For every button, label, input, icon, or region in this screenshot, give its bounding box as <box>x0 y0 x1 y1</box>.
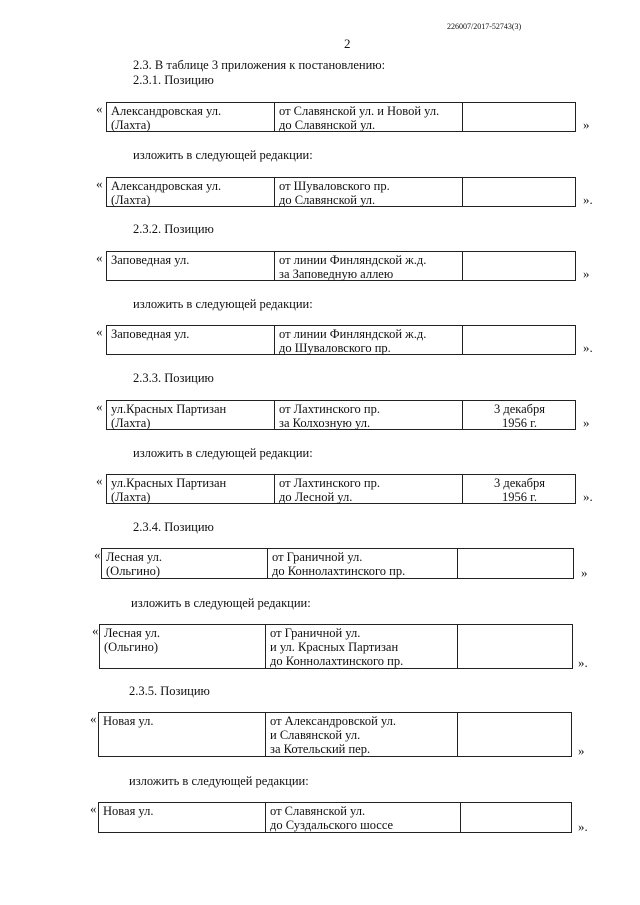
cell-line: от Шуваловского пр. <box>279 179 390 193</box>
cell-line: до Лесной ул. <box>279 490 353 504</box>
street-name-cell <box>107 252 275 280</box>
edit-instruction-5: изложить в следующей редакции: <box>129 774 309 788</box>
street-table <box>106 325 576 355</box>
street-name-cell <box>107 326 275 354</box>
closing-quote: » <box>583 117 590 132</box>
street-table <box>99 624 573 669</box>
edit-instruction-3: изложить в следующей редакции: <box>133 446 313 460</box>
street-section-cell <box>266 803 461 832</box>
cell-line: Новая ул. <box>103 714 154 728</box>
edit-instruction-4: изложить в следующей редакции: <box>131 596 311 610</box>
page-number: 2 <box>344 36 351 51</box>
date-cell <box>461 803 571 832</box>
street-table <box>106 400 576 430</box>
cell-line: и ул. Красных Партизан <box>270 640 399 654</box>
cell-line: от Граничной ул. <box>272 550 363 564</box>
cell-line: от Лахтинского пр. <box>279 402 380 416</box>
cell-line: от Славянской ул. <box>270 804 366 818</box>
date-cell <box>463 326 575 354</box>
cell-line: от Граничной ул. <box>270 626 361 640</box>
cell-line: 3 декабря <box>493 476 546 490</box>
street-table <box>98 802 572 833</box>
date-cell <box>458 625 572 668</box>
cell-line: от Лахтинского пр. <box>279 476 380 490</box>
cell-line: до Коннолахтинского пр. <box>272 564 406 578</box>
opening-quote: « <box>94 547 101 562</box>
street-section-cell <box>268 549 458 578</box>
opening-quote: « <box>92 623 99 638</box>
date-cell <box>463 252 575 280</box>
cell-line: до Славянской ул. <box>279 193 376 207</box>
edit-instruction-1: изложить в следующей редакции: <box>133 148 313 162</box>
cell-line: до Шуваловского пр. <box>279 341 391 355</box>
street-section-cell <box>275 252 463 280</box>
cell-line: до Коннолахтинского пр. <box>270 654 404 668</box>
section-2-3-5-label: 2.3.5. Позицию <box>129 684 210 698</box>
street-name-cell <box>99 803 266 832</box>
street-section-cell <box>275 326 463 354</box>
street-name-cell <box>107 475 275 503</box>
opening-quote: « <box>96 324 103 339</box>
date-cell <box>463 103 575 131</box>
cell-line: (Ольгино) <box>104 640 159 654</box>
cell-line: за Колхозную ул. <box>279 416 371 430</box>
street-name-cell <box>107 178 275 206</box>
closing-quote-dot: ». <box>583 192 593 207</box>
street-name-cell <box>107 401 275 429</box>
section-2-3-3-label: 2.3.3. Позицию <box>133 371 214 385</box>
closing-quote: » <box>581 565 588 580</box>
cell-line: до Суздальского шоссе <box>270 818 394 832</box>
cell-line: Новая ул. <box>103 804 154 818</box>
opening-quote: « <box>96 473 103 488</box>
cell-line: (Ольгино) <box>106 564 161 578</box>
opening-quote: « <box>96 399 103 414</box>
closing-quote-dot: ». <box>578 819 588 834</box>
cell-line: за Котельский пер. <box>270 742 371 756</box>
section-2-3-2-label: 2.3.2. Позицию <box>133 222 214 236</box>
street-table <box>101 548 574 579</box>
closing-quote: » <box>583 266 590 281</box>
cell-line: 3 декабря <box>493 402 546 416</box>
cell-line: (Лахта) <box>111 490 151 504</box>
opening-quote: « <box>90 801 97 816</box>
cell-line: до Славянской ул. <box>279 118 376 132</box>
cell-line: ул.Красных Партизан <box>111 402 227 416</box>
cell-line: от линии Финляндской ж.д. <box>279 327 427 341</box>
street-table <box>106 251 576 281</box>
section-2-3-4-label: 2.3.4. Позицию <box>133 520 214 534</box>
cell-line: Заповедная ул. <box>111 327 190 341</box>
street-table <box>106 102 576 132</box>
street-table <box>98 712 572 757</box>
date-cell <box>458 549 573 578</box>
cell-line: от Александровской ул. <box>270 714 396 728</box>
closing-quote: » <box>583 415 590 430</box>
street-section-cell <box>275 475 463 503</box>
date-cell <box>463 401 575 429</box>
date-cell <box>463 475 575 503</box>
street-section-cell <box>275 178 463 206</box>
cell-line: Александровская ул. <box>111 104 222 118</box>
document-id: 226007/2017-52743(3) <box>447 22 522 31</box>
cell-line: за Заповедную аллею <box>279 267 394 281</box>
street-section-cell <box>266 625 458 668</box>
closing-quote: » <box>578 743 585 758</box>
street-table <box>106 177 576 207</box>
opening-quote: « <box>96 101 103 116</box>
cell-line: ул.Красных Партизан <box>111 476 227 490</box>
closing-quote-dot: ». <box>583 340 593 355</box>
cell-line: (Лахта) <box>111 416 151 430</box>
opening-quote: « <box>96 250 103 265</box>
closing-quote-dot: ». <box>578 655 588 670</box>
street-name-cell <box>107 103 275 131</box>
opening-quote: « <box>90 711 97 726</box>
cell-line: Александровская ул. <box>111 179 222 193</box>
cell-line: 1956 г. <box>502 416 537 430</box>
cell-line: (Лахта) <box>111 193 151 207</box>
street-name-cell <box>99 713 266 756</box>
section-2-3-1-label: 2.3.1. Позицию <box>133 73 214 87</box>
street-name-cell <box>102 549 268 578</box>
cell-line: Заповедная ул. <box>111 253 190 267</box>
cell-line: Лесная ул. <box>106 550 162 564</box>
section-2-3-heading: 2.3. В таблице 3 приложения к постановлению: <box>133 58 386 72</box>
closing-quote-dot: ». <box>583 489 593 504</box>
date-cell <box>463 178 575 206</box>
street-table <box>106 474 576 504</box>
cell-line: (Лахта) <box>111 118 151 132</box>
cell-line: и Славянской ул. <box>270 728 361 742</box>
cell-line: от линии Финляндской ж.д. <box>279 253 427 267</box>
street-section-cell <box>275 401 463 429</box>
edit-instruction-2: изложить в следующей редакции: <box>133 297 313 311</box>
street-name-cell <box>100 625 266 668</box>
cell-line: 1956 г. <box>502 490 537 504</box>
street-section-cell <box>275 103 463 131</box>
opening-quote: « <box>96 176 103 191</box>
cell-line: Лесная ул. <box>104 626 160 640</box>
cell-line: от Славянской ул. и Новой ул. <box>279 104 440 118</box>
street-section-cell <box>266 713 458 756</box>
date-cell <box>458 713 571 756</box>
